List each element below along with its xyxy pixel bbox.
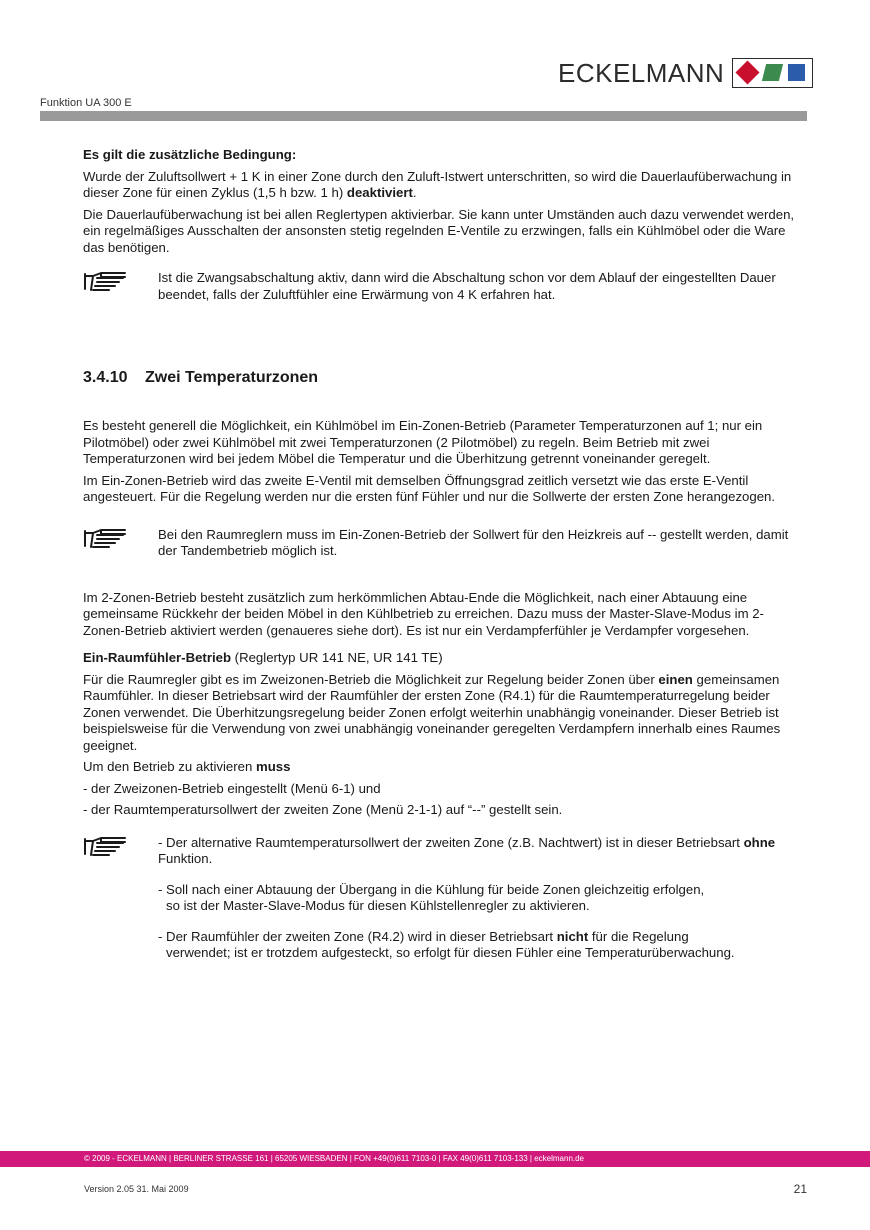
n3c-text-2: für die Regelung: [588, 928, 689, 944]
intro-p1-end: .: [412, 185, 417, 200]
intro-paragraph-1: [83, 169, 803, 202]
note-3-item-2-line-2: so ist der Master-Slave-Modus für diesen Kühlstellenregler zu aktivieren.: [166, 898, 590, 913]
header-rule: [40, 111, 807, 121]
subheading: [83, 650, 803, 667]
section-paragraph-4: [83, 672, 803, 755]
n3a-text-1: - Der alternative Raumtemperatursollwert der zweiten Zone (z.B. Nachtwert) ist in dieser Betriebsart: [158, 834, 744, 850]
note-3-item-3-line-1: [158, 929, 803, 946]
n3a-text-2: Funktion.: [158, 851, 213, 866]
logo-blue-square: [788, 64, 805, 81]
section-paragraph-3: Im 2-Zonen-Betrieb besteht zusätzlich zum herkömmlichen Abtau-Ende die Möglichkeit, nach einer Abtauung eine gemeinsame Rückkehr der beiden Möbel in den Kühlbetrieb zu erreichen. Dazu muss der Master-Slave-Modus im 2-Zonen-Betrieb aktiviert werden (genaueres siehe dort). Es ist nur ein Verdampferfühler je Verdampfer vorgesehen.: [83, 589, 764, 638]
note-block-2: [83, 527, 803, 560]
logo-wordmark: ECKELMANN: [558, 58, 725, 88]
subheading-bold: Ein-Raumfühler-Betrieb: [83, 650, 232, 665]
section-paragraph-1: Es besteht generell die Möglichkeit, ein Kühlmöbel im Ein-Zonen-Betrieb (Parameter Temperaturzonen auf 1; nur ein Pilotmöbel) oder zwei Kühlmöbel mit zwei Temperaturzonen (2 Pilotmöbel) zu regeln. Beim Betrieb mit zwei Temperaturzonen wird bei jedem Möbel die Temperatur und die Überhitzung getrennt voneinander geregelt.: [83, 418, 763, 466]
page-content: [83, 147, 803, 962]
note-1-text: Ist die Zwangsabschaltung aktiv, dann wird die Abschaltung schon vor dem Ablauf der eingestellten Dauer beendet, falls der Zuluftfühler eine Erwärmung von 4 K erfahren hat.: [158, 270, 776, 302]
p5-bold: muss: [255, 759, 291, 774]
section-number: 3.4.10: [83, 369, 128, 386]
section-paragraph-5: [83, 759, 803, 776]
eckelmann-logo: [558, 57, 813, 89]
logo-green-parallelogram: [762, 64, 783, 81]
logo-red-diamond: [736, 60, 760, 84]
n3a-bold: ohne: [743, 834, 776, 850]
p4-text-1: Für die Raumregler gibt es im Zweizonen-Betrieb die Möglichkeit zur Regelung beider Zonen über: [83, 671, 659, 687]
page-number: 21: [793, 1182, 807, 1196]
version-info: Version 2.05 31. Mai 2009: [84, 1184, 189, 1194]
n3c-bold: nicht: [556, 928, 589, 944]
pointing-hand-icon: [83, 270, 129, 292]
section-paragraph-2: Im Ein-Zonen-Betrieb wird das zweite E-Ventil mit demselben Öffnungsgrad zeitlich versetzt wie das erste E-Ventil angesteuert. Für die Regelung werden nur die ersten fünf Fühler und nur die Sollwerte der ersten Zone herangezogen.: [83, 472, 776, 504]
document-title: Funktion UA 300 E: [40, 97, 132, 109]
section-heading: [83, 368, 803, 388]
note-3-item-3-line-2: verwendet; ist er trotzdem aufgesteckt, so erfolgt für diesen Fühler eine Temperaturüberwachung.: [166, 945, 735, 960]
logo-marks: [732, 58, 813, 88]
p4-bold: einen: [658, 671, 693, 687]
pointing-hand-icon: [83, 835, 129, 857]
condition-heading: Es gilt die zusätzliche Bedingung:: [83, 147, 297, 162]
pointing-hand-icon: [83, 527, 129, 549]
list-item-2: - der Raumtemperatursollwert der zweiten Zone (Menü 2-1-1) auf “--” gestellt sein.: [83, 802, 563, 817]
note-2-text: Bei den Raumreglern muss im Ein-Zonen-Betrieb der Sollwert für den Heizkreis auf -- gestellt werden, damit der Tandembetrieb möglich ist.: [158, 526, 789, 558]
p5-text: Um den Betrieb zu aktivieren: [83, 759, 256, 774]
intro-p1-text: Wurde der Zuluftsollwert + 1 K in einer Zone durch den Zuluft-Istwert unterschritten, so wird die Dauerlaufüberwachung in dieser Zone für einen Zyklus (1,5 h bzw. 1 h): [83, 168, 792, 200]
footer-address: © 2009 - ECKELMANN | BERLINER STRASSE 161 | 65205 WIESBADEN | FON +49(0)611 7103-0 | FAX 49(0)611 7103-133 | eckelmann.de: [84, 1154, 585, 1163]
intro-paragraph-2: Die Dauerlaufüberwachung ist bei allen Reglertypen aktivierbar. Sie kann unter Umständen auch dazu verwendet werden, ein regelmäßiges Ausschalten der ansonsten stetig regelnden E-Ventile zu erzwingen, falls ein Kühlmöbel oder die Ware das benötigen.: [83, 206, 795, 255]
note-3-item-2-line-1: - Soll nach einer Abtauung der Übergang in die Kühlung für beide Zonen gleichzeitig erfolgen,: [158, 881, 705, 897]
subheading-rest: (Reglertyp UR 141 NE, UR 141 TE): [231, 650, 443, 665]
note-block-1: [83, 270, 803, 303]
footer-bar: [0, 1151, 870, 1167]
list-item-1: - der Zweizonen-Betrieb eingestellt (Menü 6-1) und: [83, 780, 381, 796]
intro-p1-bold: deaktiviert: [346, 185, 413, 200]
note-3-item-1: [158, 835, 803, 868]
note-block-3: [83, 835, 803, 962]
section-title: Zwei Temperaturzonen: [145, 369, 319, 386]
n3c-text-1: - Der Raumfühler der zweiten Zone (R4.2) wird in dieser Betriebsart: [158, 928, 557, 944]
p4-text-2: gemeinsamen Raumfühler. In dieser Betriebsart wird der Raumfühler der ersten Zone (R4.1) für die Raumtemperaturregelung beider Zonen verwendet. Die Überhitzungsregelung beider Zonen erfolgt weiterhin unabhängig voneinander. Dieser Betrieb ist beispielsweise für die Verwendung von zwei unabhängig voneinander geregelten Verdampfern innerhalb eines Raumes geeignet.: [83, 671, 781, 753]
